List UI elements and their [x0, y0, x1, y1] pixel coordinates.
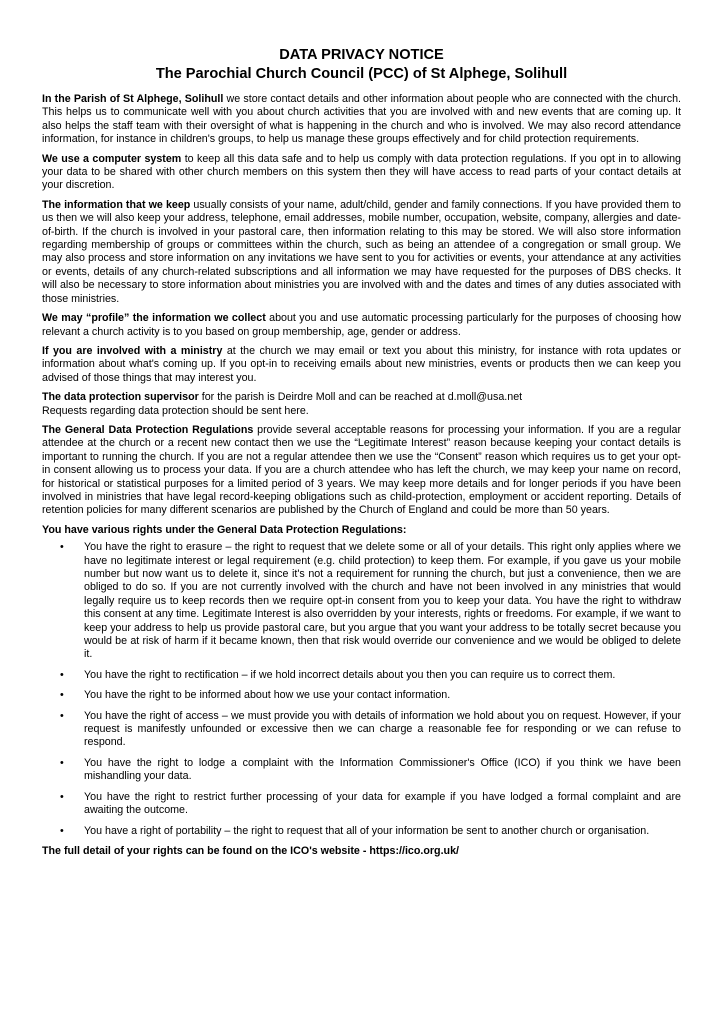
bullet-icon: •	[60, 541, 64, 554]
paragraph-gdpr	[42, 424, 681, 518]
list-item-text: You have the right to lodge a complaint with the Information Commissioner's Office (ICO) if you think we have been mishandling your data.	[84, 756, 681, 783]
paragraph-text: about you and use automatic processing particularly for the purposes of choosing how relevant a church activity is to you based on group membership, age, gender or address.	[42, 312, 681, 338]
requests-line: Requests regarding data protection should be sent here.	[42, 404, 309, 417]
bullet-icon: •	[60, 709, 64, 722]
list-item-text: You have the right to rectification – if we hold incorrect details about you then you can require us to correct them.	[84, 668, 616, 681]
right-access	[60, 709, 681, 750]
bullet-icon: •	[60, 824, 64, 837]
paragraph-text: usually consists of your name, adult/child, gender and family connections. If you have provided them to us then we will also keep your address, telephone, email addresses, mobile number, occupation, website, company, allergies and date-of-birth. If the church is involved in your pastoral care, then information relating to this may be stored. We will also store information regarding membership of groups or committees within the church, such as being an attendee of a congregation or small group. We may also process and store information on any invitations we have sent to you for activities or events, your attendance at any activities or events, details of any church-related subscriptions and all information we may have requested for the purposes of DBS checks. It will also be necessary to store information about ministries you are involved with and the dates and times of any duties associated with those ministries.	[42, 198, 681, 305]
supervisor-line	[42, 391, 681, 404]
paragraph-text: for the parish is Deirdre Moll and can be reached at d.moll@usa.net	[198, 391, 523, 404]
paragraph-lead: The data protection supervisor	[42, 391, 199, 404]
paragraph-profile	[42, 312, 681, 339]
bullet-icon: •	[60, 756, 64, 769]
paragraph-lead: The information that we keep	[42, 198, 191, 211]
paragraph-lead: We may “profile” the information we collect	[42, 312, 266, 325]
paragraph-text: provide several acceptable reasons for processing your information. If you are a regular attendee at the church or a recent new contact then we use the “Legitimate Interest” reason because keeping your contact details is important to running the church. If you are not a regular attendee then we use the “Consent” reason which requires us to get your opt-in consent allowing us to process your data. If you are a church attendee who has left the church, we may keep your name on record, for historical or statistical purposes for a limited period of 3 years. We may keep more details and for longer periods if you have been involved in ministries that have legal record-keeping obligations such as child-protection, employment or accident reporting. Details of retention policies for many different scenarios are published by the Church of England and could be more than 50 years.	[42, 423, 682, 517]
list-item-text: You have the right to erasure – the right to request that we delete some or all of your details. This right only applies where we have no legitimate interest or legal requirement (e.g. child protection) to keep them. For example, if you gave us your mobile number but now want us to delete it, since it's not a requirement for running the church, but just a convenience, then we are obliged to do so. If you are not currently involved with the church and have not been involved in any ministries that would legally require us to keep records then we require opt-in consent from you to keep your data. You have the right to withdraw this consent at any time. Legitimate Interest is also overridden by your interests, rights or freedoms. For example, if we want to keep your address to help us provide pastoral care, but you argue that you want your address to be totally secret because you would be at risk of harm if it became known, then that risk would override our convenience and we would be obliged to delete it.	[84, 541, 681, 661]
list-item-text: You have the right to be informed about how we use your contact information.	[84, 689, 451, 702]
list-item-text: You have the right of access – we must provide you with details of information we hold about you on request. However, if your request is manifestly unfounded or excessive then we can charge a reasonable fee for responding or we can refuse to respond.	[84, 709, 681, 749]
paragraph-parish	[42, 93, 681, 147]
right-informed	[60, 689, 681, 702]
paragraph-lead: We use a computer system	[42, 152, 182, 165]
paragraph-text: to keep all this data safe and to help us comply with data protection regulations. If you opt in to allowing your data to be shared with other church members on this system then they will have access to read parts of your contact details at your discretion.	[42, 152, 681, 192]
document-title: DATA PRIVACY NOTICE	[279, 47, 444, 63]
list-item-text: You have the right to restrict further processing of your data for example if you have lodged a formal complaint and are awaiting the outcome.	[84, 790, 681, 817]
paragraph-lead: In the Parish of St Alphege, Solihull	[42, 93, 224, 105]
rights-heading: You have various rights under the General Data Protection Regulations:	[42, 523, 407, 536]
paragraph-lead: If you are involved with a ministry	[42, 344, 223, 357]
list-item-text: You have a right of portability – the right to request that all of your information be sent to another church or organisation.	[84, 824, 650, 837]
paragraph-text: we store contact details and other information about people who are connected with the church. This helps us to communicate well with you about church activities that you are involved with and new events that are coming up. It also helps the staff team with their oversight of what is happening in the church and who is involved. We may also record attendance information, for instance in children's groups, to help us manage these groups effectively and for child protection requirements.	[42, 93, 681, 146]
document-subtitle: The Parochial Church Council (PCC) of St Alphege, Solihull	[155, 66, 568, 82]
paragraph-lead: The General Data Protection Regulations	[42, 423, 254, 436]
paragraph-supervisor	[42, 391, 681, 418]
right-restrict	[60, 790, 681, 818]
ico-website-note: The full detail of your rights can be found on the ICO's website - https://ico.org.uk/	[42, 844, 459, 857]
right-complaint	[60, 756, 681, 784]
paragraph-ministry	[42, 345, 681, 385]
right-rectification	[60, 668, 681, 682]
rights-list	[42, 541, 681, 838]
paragraph-information-kept	[42, 199, 681, 306]
paragraph-text: at the church we may email or text you about this ministry, for instance with rota updates or information about what's coming up. If you opt-in to receiving emails about new ministries, events or products then we can keep you advised of those things that may interest you.	[42, 344, 682, 384]
right-erasure	[60, 541, 681, 662]
bullet-icon: •	[60, 689, 64, 702]
bullet-icon: •	[60, 790, 64, 803]
paragraph-computer-system	[42, 153, 681, 193]
bullet-icon: •	[60, 668, 64, 681]
right-portability	[60, 824, 681, 838]
